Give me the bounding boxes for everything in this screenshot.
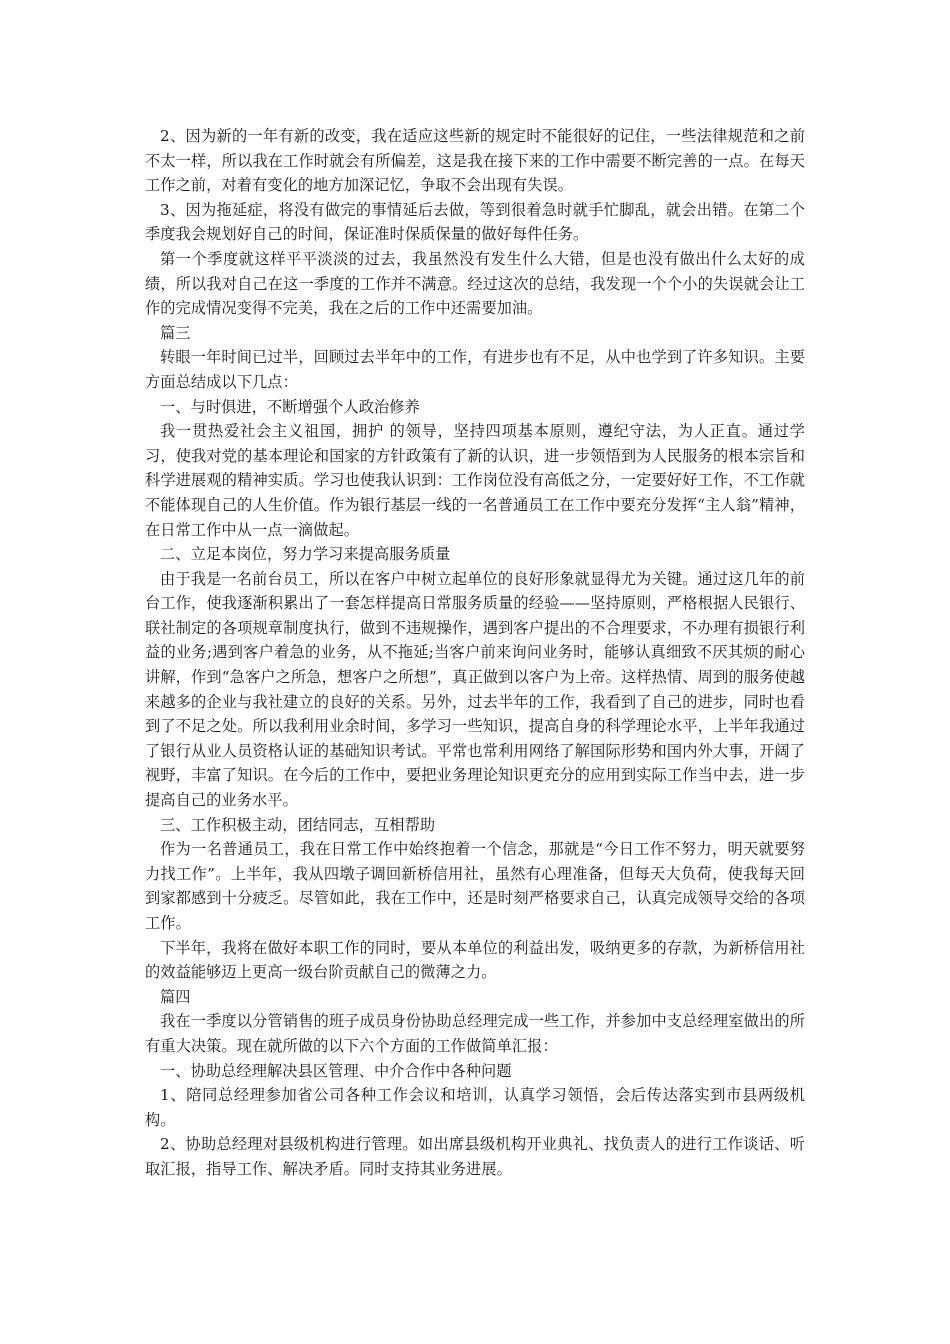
subheading-assist: 一、协助总经理解决县区管理、中介合作中各种问题 [160, 1061, 512, 1080]
section-heading-part-3: 篇三 [160, 323, 191, 342]
paragraph-item-3: 3、因为拖延症，将没有做完的事情延后去做，等到很着急时就手忙脚乱，就会出错。在第二个季度我会规划好自己的时间，保证准时保质保量的做好每件任务。 [145, 200, 805, 244]
paragraph-q1-summary: 第一个季度就这样平平淡淡的过去，我虽然没有发生什么大错，但是也没有做出什么太好的成绩，所以我对自己在这一季度的工作并不满意。经过这次的总结，我发现一个个小的失误就会让工作的完成情况变得不完美，我在之后的工作中还需要加油。 [145, 249, 805, 318]
paragraph-service: 由于我是一名前台员工，所以在客户中树立起单位的良好形象就显得尤为关键。通过这几年的前台工作，使我逐渐积累出了一套怎样提高日常服务质量的经验——坚持原则，严格根据人民银行、联社制定的各项规章制度执行，做到不违规操作，遇到客户提出的不合理要求，不办理有损银行利益的业务;遇到客户着急的业务，从不拖延;当客户前来询问业务时，能够认真细致不厌其烦的耐心讲解，作到“急客户之所急，想客户之所想”，真正做到以客户为上帝。这样热情、周到的服务使越来越多的企业与我社建立的良好的关系。另外，过去半年的工作，我看到了自己的进步，同时也看到了不足之处。所以我利用业余时间，多学习一些知识，提高自身的科学理论水平，上半年我通过了银行从业人员资格认证的基础知识考试。平常也常利用网络了解国际形势和国内外大事，开阔了视野，丰富了知识。在今后的工作中，要把业务理论知识更充分的应用到实际工作当中去，进一步提高自己的业务水平。 [145, 569, 805, 810]
subheading-2: 二、立足本岗位，努力学习来提高服务质量 [160, 545, 451, 564]
paragraph-politics: 我一贯热爱社会主义祖国，拥护 的领导，坚持四项基本原则，遵纪守法，为人正直。通过学习，使我对党的基本理论和国家的方针政策有了新的认识，进一步领悟到为人民服务的根本宗旨和科学进展观的精神实质。学习也使我认识到：工作岗位没有高低之分，一定要好好工作，不工作就不能体现自己的人生价值。作为银行基层一线的一名普通员工在工作中要充分发挥“主人翁”精神，在日常工作中从一点一滴做起。 [145, 422, 805, 539]
paragraph-assist-2: 2、协助总经理对县级机构进行管理。如出席县级机构开业典礼、找负责人的进行工作谈话、听取汇报，指导工作、解决矛盾。同时支持其业务进展。 [145, 1135, 805, 1178]
section-heading-part-4: 篇四 [160, 987, 191, 1006]
document-body [145, 124, 805, 1182]
paragraph-second-half: 下半年，我将在做好本职工作的同时，要从本单位的利益出发，吸纳更多的存款，为新桥信用社的效益能够迈上更高一级台阶贡献自己的微薄之力。 [145, 938, 805, 982]
paragraph-assist-1: 1、陪同总经理参加省公司各种工作会议和培训，认真学习领悟，会后传达落实到市县两级机构。 [145, 1086, 805, 1129]
paragraph-q1-report: 我在一季度以分管销售的班子成员身份协助总经理完成一些工作，并参加中支总经理室做出的所有重大决策。现在就所做的以下六个方面的工作做简单汇报： [145, 1012, 805, 1055]
subheading-1: 一、与时俱进，不断增强个人政治修养 [160, 397, 420, 416]
paragraph-intro: 转眼一年时间已过半，回顾过去半年中的工作，有进步也有不足，从中也学到了许多知识。主要方面总结成以下几点： [145, 348, 805, 391]
paragraph-item-2: 2、因为新的一年有新的改变，我在适应这些新的规定时不能很好的记住，一些法律规范和之前不太一样，所以我在工作时就会有所偏差，这是我在接下来的工作中需要不断完善的一点。在每天工作之前，对着有变化的地方加深记忆，争取不会出现有失误。 [145, 127, 805, 195]
subheading-3: 三、工作积极主动，团结同志，互相帮助 [160, 815, 436, 834]
paragraph-teamwork: 作为一名普通员工，我在日常工作中始终抱着一个信念，那就是“今日工作不努力，明天就要努力找工作”。上半年，我从四墩子调回新桥信用社，虽然有心理准备，但每天大负荷，使我每天回到家都感到十分疲乏。尽管如此，我在工作中，还是时刻严格要求自己，认真完成领导交给的各项工作。 [145, 840, 805, 932]
